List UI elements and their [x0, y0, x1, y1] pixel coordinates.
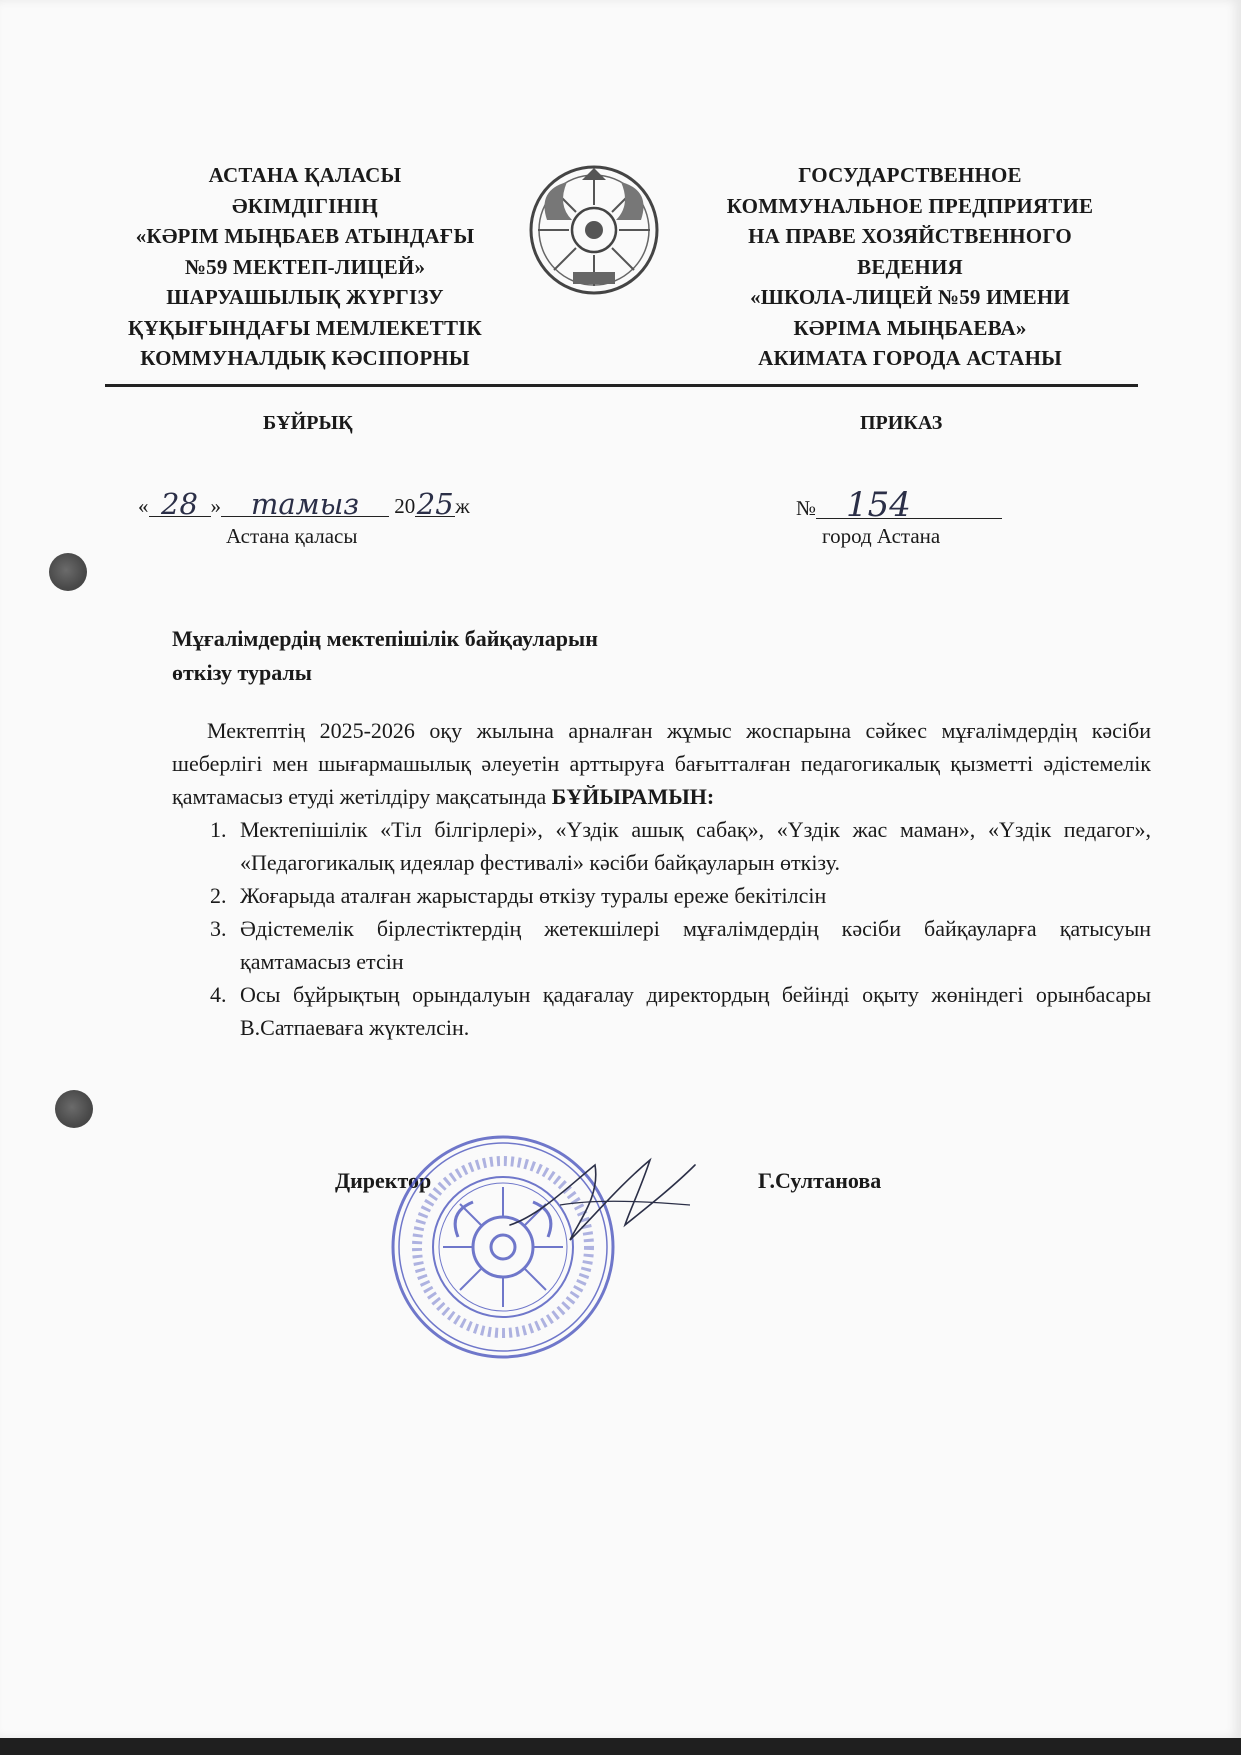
number-line — [796, 485, 1002, 525]
subject-line-2: өткізу туралы — [172, 660, 312, 685]
signature-name: Г.Султанова — [758, 1168, 882, 1193]
header-kazakh-line: ҚҰҚЫҒЫНДАҒЫ МЕМЛЕКЕТТІК — [128, 315, 482, 340]
date-month: тамыз — [221, 492, 389, 517]
preamble-paragraph — [172, 714, 1151, 813]
order-items — [172, 813, 1151, 1044]
header-russian-line: ГОСУДАРСТВЕННОЕ — [798, 163, 1022, 187]
date-year-prefix: 20 — [394, 494, 416, 518]
date-year-mark: ж — [455, 494, 470, 518]
header-kazakh — [100, 160, 510, 374]
order-item: 2. Жоғарыда аталған жарыстарды өткізу туралы ереже бекітілсін — [232, 879, 1151, 912]
header-russian-line: «ШКОЛА-ЛИЦЕЙ №59 ИМЕНИ — [750, 285, 1070, 309]
signature-role: Директор — [335, 1168, 432, 1193]
number-value: 154 — [816, 492, 1002, 519]
header-kazakh-line: №59 МЕКТЕП-ЛИЦЕЙ» — [184, 254, 426, 279]
header-russian-line: КОММУНАЛЬНОЕ ПРЕДПРИЯТИЕ — [726, 193, 1094, 218]
order-body — [172, 714, 1151, 1044]
order-item: 3. Әдістемелік бірлестіктердің жетекшілері мұғалімдердің кәсіби байқауларға қатысуын қамтамасыз етсін — [232, 912, 1151, 978]
punch-hole-bottom — [55, 1090, 93, 1128]
header-kazakh-line: ШАРУАШЫЛЫҚ ЖҮРГІЗУ — [166, 285, 444, 309]
header-russian-line: АКИМАТА ГОРОДА АСТАНЫ — [758, 346, 1062, 370]
city-russian: город Астана — [822, 524, 941, 548]
date-line — [138, 487, 470, 521]
doc-kind-kazakh: БҰЙРЫҚ — [263, 412, 353, 434]
number-label: № — [796, 496, 817, 520]
state-emblem-icon — [527, 160, 661, 300]
header-russian — [690, 160, 1130, 374]
preamble-command: БҰЙЫРАМЫН: — [551, 784, 715, 809]
header-kazakh-line: КОММУНАЛДЫҚ КӘСІПОРНЫ — [140, 346, 470, 370]
date-close-quote: » — [210, 494, 221, 518]
header-divider — [105, 384, 1138, 387]
date-year-suffix: 25 — [416, 487, 454, 521]
header-russian-line: ВЕДЕНИЯ — [857, 254, 963, 279]
city-kazakh: Астана қаласы — [226, 524, 358, 548]
header-russian-line: КӘРІМА МЫҢБАЕВА» — [793, 315, 1027, 340]
header-kazakh-line: «КӘРІМ МЫҢБАЕВ АТЫНДАҒЫ — [135, 224, 475, 248]
doc-kind-russian: ПРИКАЗ — [860, 412, 943, 434]
order-item: 4. Осы бұйрықтың орындалуын қадағалау директордың бейінді оқыту жөніндегі орынбасары В.Сатпаеваға жүктелсін. — [232, 978, 1151, 1044]
date-open-quote: « — [138, 494, 149, 518]
subject-heading — [172, 622, 598, 690]
header-kazakh-line: АСТАНА ҚАЛАСЫ — [208, 163, 402, 187]
handwritten-signature — [500, 1145, 700, 1255]
punch-hole-top — [49, 553, 87, 591]
date-day: 28 — [149, 492, 211, 517]
header-kazakh-line: ӘКІМДІГІНІҢ — [232, 193, 378, 218]
preamble-text: Мектептің 2025-2026 оқу жылына арналған жұмыс жоспарына сәйкес мұғалімдердің кәсіби шеберлігі мен шығармашылық әлеуетін арттыруға бағытталған педагогикалық қызметті әдістемелік қамтамасыз етуді жетілдіру мақсатында — [172, 718, 1151, 809]
subject-line-1: Мұғалімдердің мектепішілік байқауларын — [172, 626, 598, 651]
header-russian-line: НА ПРАВЕ ХОЗЯЙСТВЕННОГО — [748, 224, 1072, 248]
order-item: 1. Мектепішілік «Тіл білгірлері», «Үздік ашық сабақ», «Үздік жас маман», «Үздік педагог», «Педагогикалық идеялар фестивалі» кәсіби байқауларын өткізу. — [232, 813, 1151, 879]
